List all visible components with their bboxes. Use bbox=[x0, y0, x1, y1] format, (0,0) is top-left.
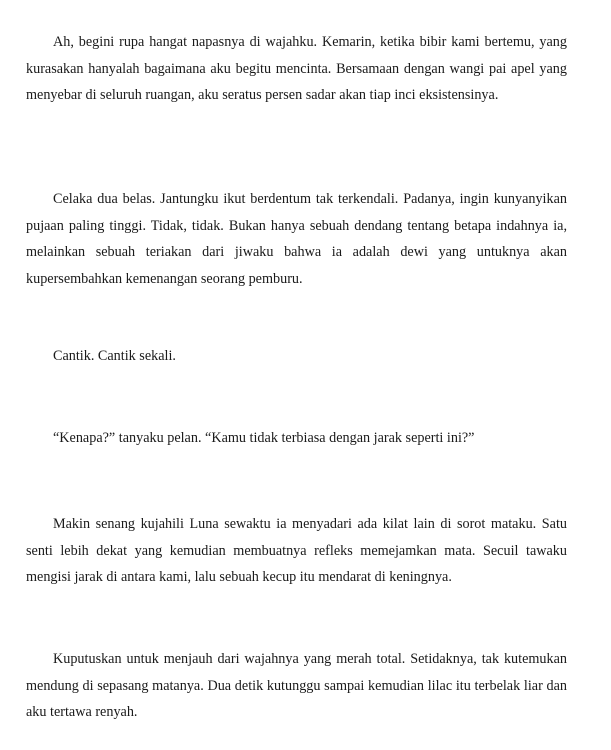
paragraph-1: Ah, begini rupa hangat napasnya di wajahku. Kemarin, ketika bibir kami bertemu, yang kurasakan hanyalah bagaimana aku begitu mencinta. Bersamaan dengan wangi pai apel yang menyebar di seluruh ruangan, aku seratus persen sadar akan tiap inci eksistensinya. bbox=[26, 34, 567, 103]
paragraph-4: “Kenapa?” tanyaku pelan. “Kamu tidak terbiasa dengan jarak seperti ini?” bbox=[53, 430, 475, 446]
paragraph-3: Cantik. Cantik sekali. bbox=[53, 348, 176, 364]
paragraph-5: Makin senang kujahili Luna sewaktu ia menyadari ada kilat lain di sorot mataku. Satu senti lebih dekat yang kemudian membuatnya refleks memejamkan mata. Secuil tawaku mengisi jarak di antara kami, lalu sebuah kecup itu mendarat di keningnya. bbox=[26, 516, 567, 585]
paragraph-2: Celaka dua belas. Jantungku ikut berdentum tak terkendali. Padanya, ingin kunyanyikan pujaan paling tinggi. Tidak, tidak. Bukan hanya sebuah dendang tentang betapa indahnya ia, melainkan sebuah teriakan dari jiwaku bahwa ia adalah dewi yang untuknya akan kupersembahkan kemenangan seorang pemburu. bbox=[26, 191, 567, 287]
paragraph-6: Kuputuskan untuk menjauh dari wajahnya yang merah total. Setidaknya, tak kutemukan mendung di sepasang matanya. Dua detik kutunggu sampai kemudian lilac itu terbelak liar dan aku tertawa renyah. bbox=[26, 651, 567, 720]
